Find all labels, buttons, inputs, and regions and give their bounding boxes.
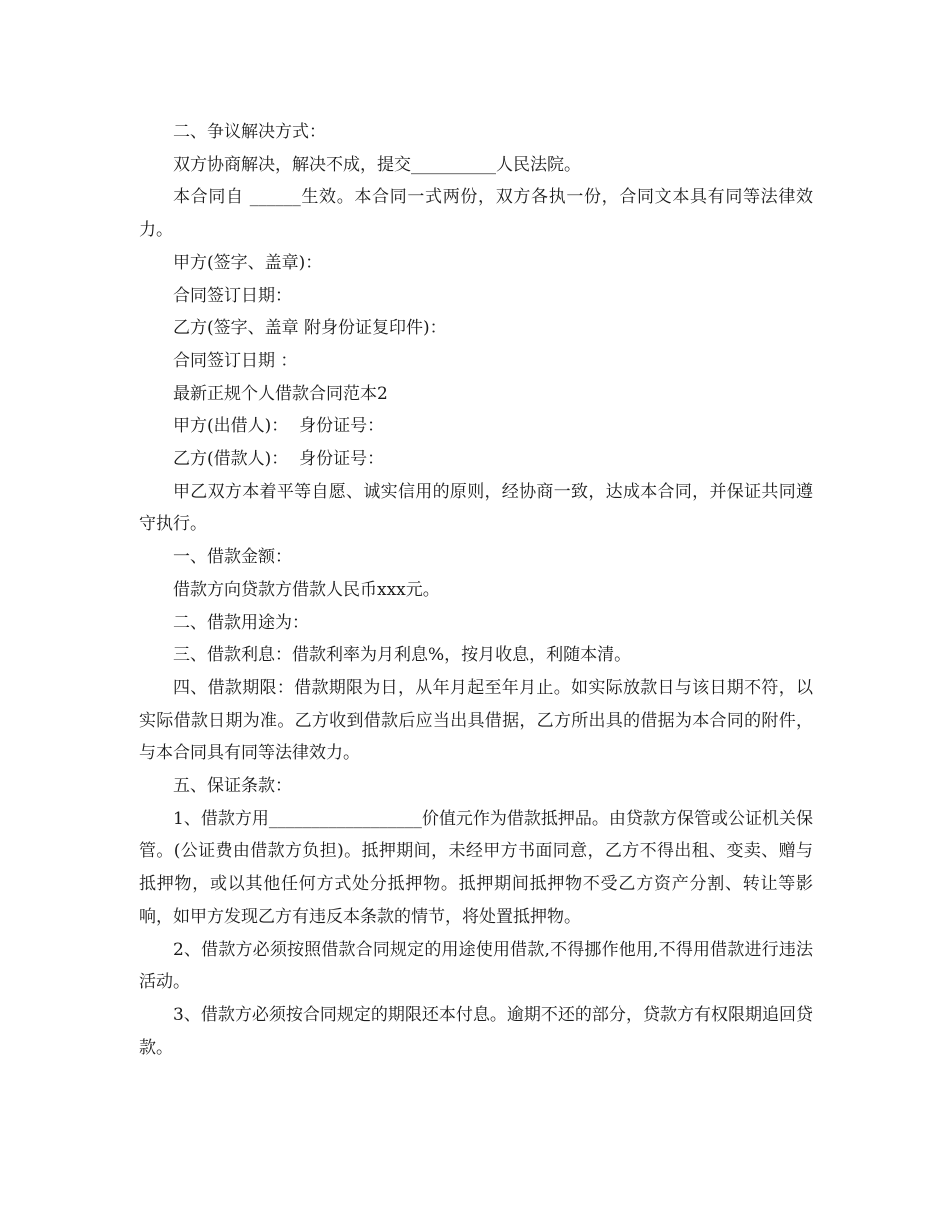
paragraph-effective-clause: 本合同自 ______生效。本合同一式两份，双方各执一份，合同文本具有同等法律效力。	[139, 187, 813, 241]
guarantee-clause-1: 1、借款方用__________________价值元作为借款抵押品。由贷款方保管或公证机关保管。(公证费由借款方负担)。抵押期间，未经甲方书面同意，乙方不得出租、变卖、赠与抵押物，或以其他任何方式处分抵押物。抵押期间抵押物不受乙方资产分割、转让等影响，如甲方发现乙方有违反本条款的情节，将处置抵押物。	[139, 808, 813, 927]
paragraph-term: 四、借款期限：借款期限为日，从年月起至年月止。如实际放款日与该日期不符，以实际借款日期为准。乙方收到借款后应当出具借据，乙方所出具的借据为本合同的附件，与本合同具有同等法律效力。	[139, 677, 813, 764]
paragraph-interest: 三、借款利息：借款利率为月利息%，按月收息，利随本清。	[173, 645, 632, 666]
guarantee-clause-2: 2、借款方必须按照借款合同规定的用途使用借款,不得挪作他用,不得用借款进行违法活动。	[139, 939, 813, 993]
signing-date-line-a: 合同签订日期：	[173, 285, 292, 306]
section-heading-purpose: 二、借款用途为：	[173, 612, 309, 633]
lender-id-line: 甲方(出借人)： 身份证号：	[173, 416, 385, 437]
paragraph-amount: 借款方向贷款方借款人民币xxx元。	[173, 579, 440, 600]
section-heading-dispute: 二、争议解决方式：	[173, 122, 326, 142]
paragraph-principle: 甲乙双方本着平等自愿、诚实信用的原则，经协商一致，达成本合同，并保证共同遵守执行。	[139, 481, 813, 535]
section-heading-amount: 一、借款金额：	[173, 547, 292, 568]
signing-date-line-b: 合同签订日期 ：	[173, 350, 298, 371]
party-a-signature-line: 甲方(签字、盖章)：	[173, 252, 323, 273]
paragraph-dispute-resolution: 双方协商解决，解决不成，提交__________人民法院。	[173, 154, 581, 175]
borrower-id-line: 乙方(借款人)： 身份证号：	[173, 449, 385, 470]
document-body	[139, 116, 813, 1064]
template-title: 最新正规个人借款合同范本2	[173, 383, 388, 404]
party-b-signature-line: 乙方(签字、盖章 附身份证复印件)：	[173, 318, 447, 339]
guarantee-clause-3: 3、借款方必须按合同规定的期限还本付息。逾期不还的部分，贷款方有权限期追回贷款。	[139, 1004, 813, 1058]
section-heading-guarantee: 五、保证条款：	[173, 776, 292, 797]
